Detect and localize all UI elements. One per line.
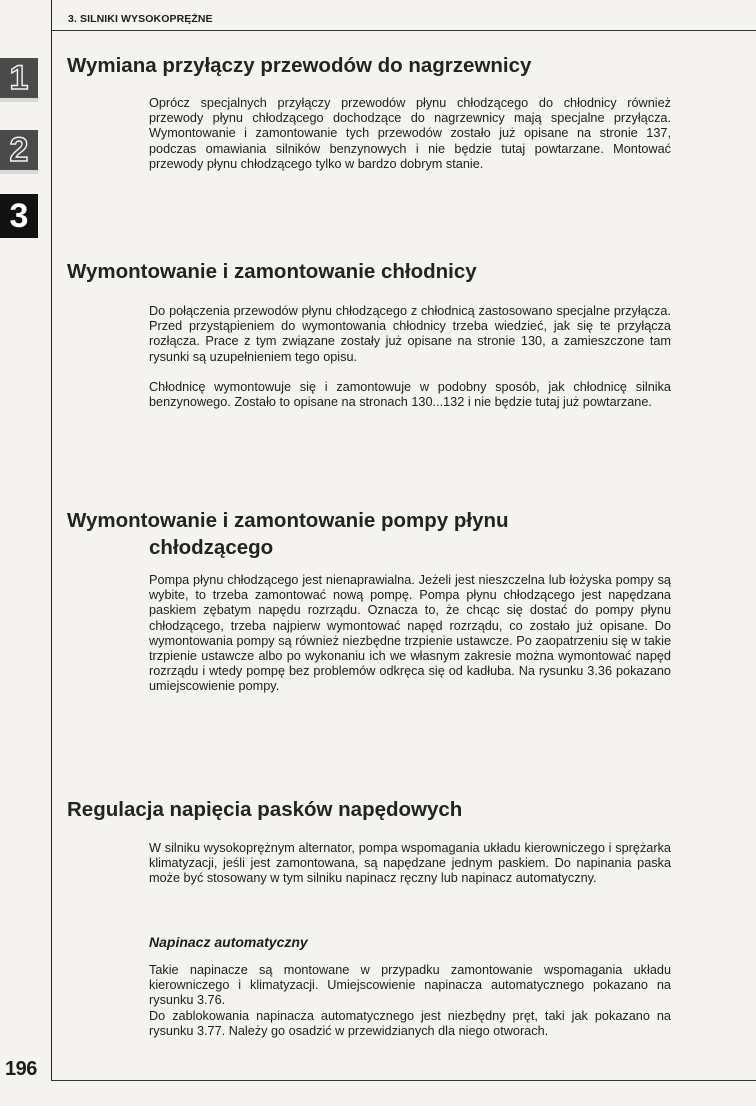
chapter-tab-1[interactable]	[0, 58, 38, 98]
subsection-paragraph: Takie napinacze są montowane w przypadku zamontowanie wspomagania układu kierowniczego i klimatyzacji. Umiejscowienie napinacza automatycznego pokazano na rysunku 3.76.	[149, 963, 671, 1008]
section-paragraph: Do połączenia przewodów płynu chłodzącego z chłodnicą zastosowano specjalne przyłącza. Przed przystąpieniem do wymontowania chłodnicy trzeba wiedzieć, jak się te przyłącza rozłącza. Prace z tym związane zostały już opisane na stronie 130, a zamieszczone tam rysunki są uzupełnieniem tego opisu.	[149, 304, 671, 364]
chapter-tab-1-label: 1	[9, 58, 29, 97]
section-title: Wymiana przyłączy przewodów do nagrzewnicy	[67, 54, 532, 77]
subsection-paragraph: Do zablokowania napinacza automatycznego jest niezbędny pręt, taki jak pokazano na rysunku 3.77. Należy go osadzić w przewidzianych dla niego otworach.	[149, 1009, 671, 1039]
chapter-tab-2[interactable]	[0, 130, 38, 170]
section-title: Wymontowanie i zamontowanie pompy płynu	[67, 509, 509, 532]
section-title-continued: chłodzącego	[149, 536, 274, 559]
section-title: Regulacja napięcia pasków napędowych	[67, 798, 463, 821]
section-title: Wymontowanie i zamontowanie chłodnicy	[67, 260, 477, 283]
chapter-tab-2-label: 2	[9, 130, 29, 169]
running-header: 3. SILNIKI WYSOKOPRĘŻNE	[68, 13, 213, 25]
subsection-title: Napinacz automatyczny	[149, 934, 308, 950]
section-paragraph: Oprócz specjalnych przyłączy przewodów płynu chłodzącego do chłodnicy również przewody płynu chłodzącego dochodzące do nagrzewnicy mają specjalne przyłącza. Wymontowanie i zamontowanie tych przewodów zostało już opisane na stronie 137, podczas omawiania silników benzynowych i nie będzie tutaj powtarzane. Montować przewody płynu chłodzącego tylko w bardzo dobrym stanie.	[149, 96, 671, 171]
footer-rule	[51, 1080, 756, 1081]
tab-divider	[0, 170, 38, 174]
section-paragraph: W silniku wysokoprężnym alternator, pompa wspomagania układu kierowniczego i sprężarka klimatyzacji, jeśli jest zamontowana, są napędzane jednym paskiem. Do napinania paska może być stosowany w tym silniku napinacz ręczny lub napinacz automatyczny.	[149, 841, 671, 886]
tab-divider	[0, 98, 38, 102]
chapter-tab-3-label: 3	[9, 196, 29, 235]
chapter-tab-3[interactable]	[0, 194, 38, 238]
header-rule	[51, 30, 756, 31]
page-number: 196	[5, 1058, 37, 1080]
section-paragraph: Chłodnicę wymontowuje się i zamontowuje w podobny sposób, jak chłodnicę silnika benzynowego. Zostało to opisane na stronach 130...132 i nie będzie tutaj już powtarzane.	[149, 380, 671, 410]
margin-rule	[51, 0, 52, 1080]
section-paragraph: Pompa płynu chłodzącego jest nienaprawialna. Jeżeli jest nieszczelna lub łożyska pompy są wybite, to trzeba zamontować nową pompę. Pompa płynu chłodzącego jest napędzana paskiem zębatym napędu rozrządu. Oznacza to, że chcąc się dostać do pompy płynu chłodzącego, trzeba najpierw wymontować napęd rozrządu, co zostało już opisane. Do wymontowania pompy są również niezbędne trzpienie ustawcze. Po zaopatrzeniu się w takie trzpienie ustawcze albo po wykonaniu ich we własnym zakresie można wymontować napęd rozrządu i wtedy pompę bez problemów odkręca się od kadłuba. Na rysunku 3.36 pokazano umiejscowienie pompy.	[149, 573, 671, 694]
